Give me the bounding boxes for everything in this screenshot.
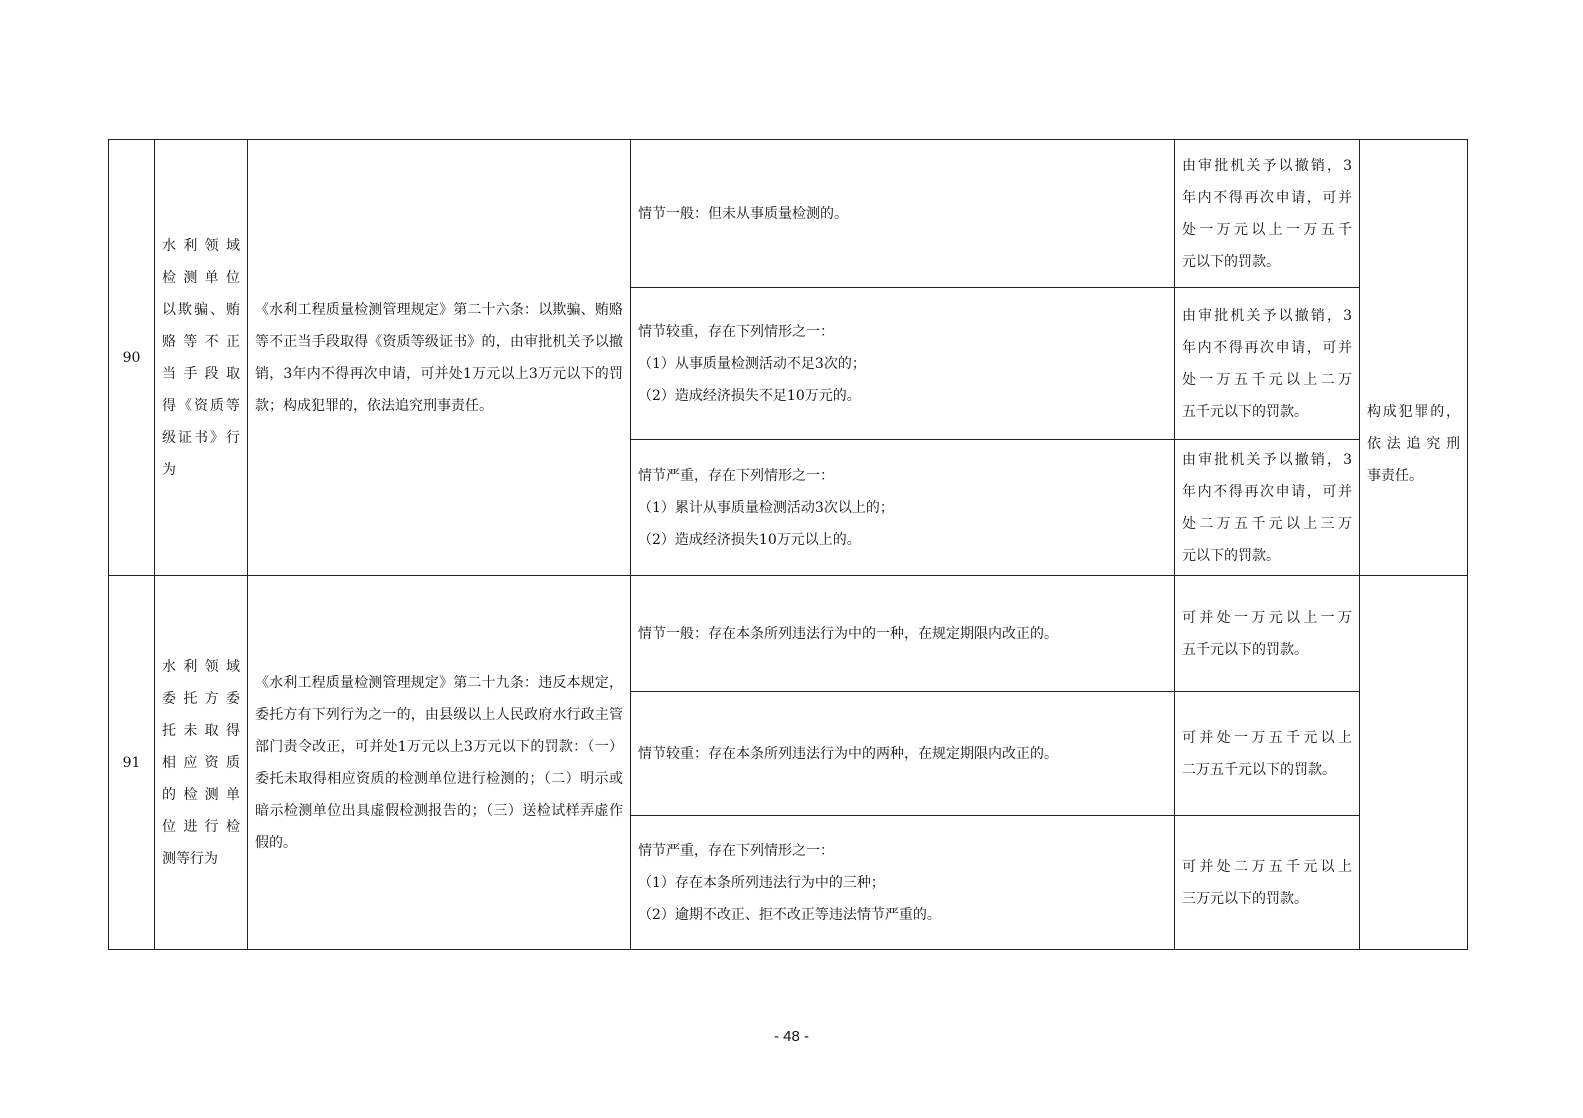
- crime-line: 构成犯罪的，: [1367, 403, 1460, 420]
- circumstance-cell: [631, 288, 1175, 440]
- circumstance-line: 情节一般：但未从事质量检测的。: [638, 205, 848, 222]
- table-row: [109, 140, 1468, 288]
- violation-name-line: 检测单位: [162, 269, 240, 286]
- penalty-cell: [1175, 816, 1360, 950]
- circumstance-line: （2）造成经济损失不足10万元的。: [638, 387, 861, 404]
- circumstance-cell: [631, 576, 1175, 692]
- violation-name-line: 的检测单: [162, 786, 240, 803]
- penalty-line: 三万元以下的罚款。: [1182, 890, 1308, 907]
- circumstance-line: （1）存在本条所列违法行为中的三种；: [638, 874, 885, 891]
- violation-name-line: 相应资质: [162, 754, 240, 771]
- violation-name-line: 委托方委: [162, 690, 240, 707]
- violation-name-line: 水利领域: [162, 237, 240, 254]
- circumstance-line: 情节一般：存在本条所列违法行为中的一种，在规定期限内改正的。: [638, 625, 1058, 642]
- penalty-line: 可并处二万五千元以上: [1182, 858, 1352, 875]
- penalty-line: 元以下的罚款。: [1182, 547, 1280, 564]
- violation-name-line: 级证书》行: [162, 429, 240, 446]
- circumstance-line: 情节严重，存在下列情形之一：: [638, 467, 834, 484]
- penalty-line: 由审批机关予以撤销，3: [1182, 451, 1352, 468]
- criminal-liability: [1360, 140, 1468, 576]
- circumstance-line: 情节严重，存在下列情形之一：: [638, 842, 834, 859]
- circumstance-line: 情节较重，存在下列情形之一：: [638, 323, 834, 340]
- penalty-line: 年内不得再次申请，可并: [1182, 189, 1352, 206]
- penalty-cell: [1175, 140, 1360, 288]
- legal-basis: 《水利工程质量检测管理规定》第二十六条：以欺骗、贿赂等不正当手段取得《资质等级证书》的，由审批机关予以撤销，3年内不得再次申请，可并处1万元以上3万元以下的罚款；构成犯罪的，依法追究刑事责任。: [248, 140, 631, 576]
- page-number: - 48 -: [773, 1028, 809, 1045]
- violation-name-line: 托未取得: [162, 722, 240, 739]
- violation-name-line: 得《资质等: [162, 397, 240, 414]
- violation-name-line: 测等行为: [162, 850, 218, 867]
- criminal-liability: [1360, 576, 1468, 950]
- violation-name-line: 为: [162, 461, 176, 478]
- row-number: 91: [109, 576, 155, 950]
- penalty-line: 处一万五千元以上二万: [1182, 371, 1352, 388]
- circumstance-cell: [631, 816, 1175, 950]
- violation-name-line: 水利领域: [162, 658, 240, 675]
- violation-name-line: 以欺骗、贿: [162, 301, 240, 318]
- penalty-line: 可并处一万元以上一万: [1182, 609, 1352, 626]
- circumstance-line: （2）逾期不改正、拒不改正等违法情节严重的。: [638, 906, 941, 923]
- penalty-line: 五千元以下的罚款。: [1182, 641, 1308, 658]
- penalty-line: 可并处一万五千元以上: [1182, 729, 1352, 746]
- circumstance-line: （2）造成经济损失10万元以上的。: [638, 531, 861, 548]
- penalty-line: 年内不得再次申请，可并: [1182, 339, 1352, 356]
- penalty-line: 由审批机关予以撤销，3: [1182, 307, 1352, 324]
- penalty-standards-table: [108, 139, 1468, 950]
- penalty-line: 二万五千元以下的罚款。: [1182, 761, 1336, 778]
- penalty-line: 由审批机关予以撤销，3: [1182, 157, 1352, 174]
- violation-name-line: 当手段取: [162, 365, 240, 382]
- crime-line: 事责任。: [1367, 467, 1423, 484]
- penalty-cell: [1175, 692, 1360, 816]
- violation-name-line: 赂等不正: [162, 333, 240, 350]
- circumstance-cell: [631, 440, 1175, 576]
- circumstance-cell: [631, 692, 1175, 816]
- violation-name: [155, 576, 248, 950]
- penalty-line: 处一万元以上一万五千: [1182, 221, 1352, 238]
- table-row: [109, 576, 1468, 692]
- penalty-line: 年内不得再次申请，可并: [1182, 483, 1352, 500]
- penalty-cell: [1175, 576, 1360, 692]
- penalty-cell: [1175, 288, 1360, 440]
- penalty-cell: [1175, 440, 1360, 576]
- violation-name: [155, 140, 248, 576]
- penalty-line: 元以下的罚款。: [1182, 253, 1280, 270]
- legal-basis: 《水利工程质量检测管理规定》第二十九条：违反本规定，委托方有下列行为之一的，由县级以上人民政府水行政主管部门责令改正，可并处1万元以上3万元以下的罚款：（一）委托未取得相应资质的检测单位进行检测的；（二）明示或暗示检测单位出具虚假检测报告的；（三）送检试样弄虚作假的。: [248, 576, 631, 950]
- penalty-line: 五千元以下的罚款。: [1182, 403, 1308, 420]
- violation-name-line: 位进行检: [162, 818, 240, 835]
- circumstance-cell: [631, 140, 1175, 288]
- penalty-line: 处二万五千元以上三万: [1182, 515, 1352, 532]
- row-number: 90: [109, 140, 155, 576]
- crime-line: 依法追究刑: [1367, 435, 1460, 452]
- circumstance-line: 情节较重：存在本条所列违法行为中的两种，在规定期限内改正的。: [638, 745, 1058, 762]
- circumstance-line: （1）累计从事质量检测活动3次以上的；: [638, 499, 894, 516]
- circumstance-line: （1）从事质量检测活动不足3次的；: [638, 355, 866, 372]
